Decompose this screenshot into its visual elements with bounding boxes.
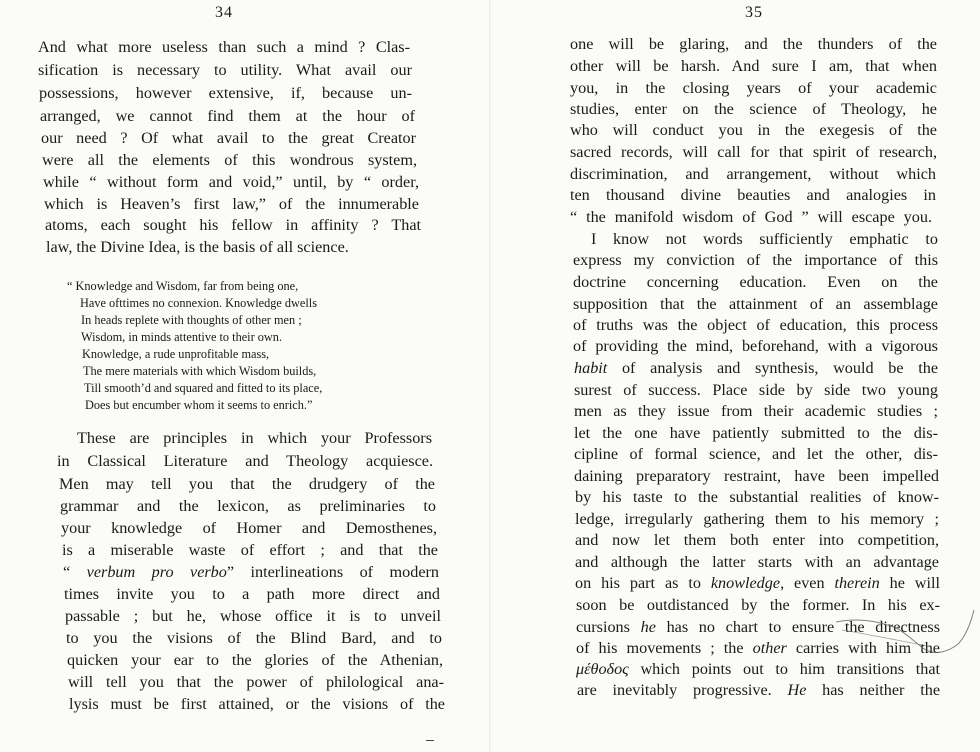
text-line: let the one have patiently submitted to the dis- bbox=[574, 424, 938, 442]
text-line: surest of success. Place side by side two young bbox=[574, 381, 938, 399]
text-line: were all the elements of this wondrous system, bbox=[42, 151, 417, 169]
text-line: “ the manifold wisdom of God ” will escape you. bbox=[570, 208, 932, 226]
greek-word: μέθοδος bbox=[576, 660, 629, 678]
text-line: grammar and the lexicon, as preliminaries to bbox=[60, 497, 436, 515]
text-line: and although the latter starts with an advantage bbox=[575, 553, 939, 571]
text-line bbox=[577, 680, 940, 700]
text-span: on his part as to bbox=[575, 574, 711, 592]
verse-line: Till smooth’d and squared and fitted to its place, bbox=[84, 381, 323, 395]
text-line: express my conviction of the importance of this bbox=[573, 251, 938, 269]
text-line: ledge, irregularly gathering them to his memory ; bbox=[575, 510, 939, 528]
text-line: sification is necessary to utility. What avail our bbox=[38, 61, 412, 79]
text-line: will tell you that the power of philological ana- bbox=[68, 673, 444, 691]
text-line: to you the visions of the Blind Bard, and to bbox=[66, 629, 442, 647]
text-line: soon be outdistanced by the former. In his ex- bbox=[576, 596, 940, 614]
text-span: he will bbox=[879, 574, 940, 592]
quote-mark: “ bbox=[63, 563, 87, 581]
text-line: discrimination, and arrangement, without which bbox=[570, 165, 936, 183]
text-line: times invite you to a path more direct and bbox=[64, 585, 440, 603]
text-line: studies, enter on the science of Theology, he bbox=[570, 100, 937, 118]
text-span: of analysis and synthesis, would be the bbox=[607, 359, 938, 377]
text-span: carries with him the bbox=[786, 639, 940, 657]
emphasis-other: other bbox=[752, 639, 787, 657]
text-line: arranged, we cannot find them at the hour of bbox=[40, 107, 415, 125]
text-line: our need ? Of what avail to the great Creator bbox=[41, 129, 416, 147]
text-line: ten thousand divine beauties and analogies in bbox=[570, 186, 936, 204]
text-line bbox=[574, 358, 938, 378]
text-line: supposition that the attainment of an assemblage bbox=[573, 295, 938, 313]
verse-line: The mere materials with which Wisdom builds, bbox=[83, 364, 317, 378]
text-line: passable ; but he, whose office it is to unveil bbox=[65, 607, 441, 625]
text-line: law, the Divine Idea, is the basis of all science. bbox=[46, 238, 349, 256]
text-line: by his taste to the substantial realities of know- bbox=[575, 488, 939, 506]
text-line: lysis must be first attained, or the visions of the bbox=[69, 695, 445, 713]
text-line: sacred records, will call for that spirit of research, bbox=[570, 143, 937, 161]
text-line: atoms, each sought his fellow in affinity ? That bbox=[45, 216, 421, 234]
pencil-annotation bbox=[836, 600, 976, 662]
text-span: which points out to him transitions that bbox=[628, 660, 940, 678]
text-span: are inevitably progressive. bbox=[577, 681, 788, 699]
text-span: of his movements ; the bbox=[576, 639, 753, 657]
text-line: daining preparatory restraint, have been impelled bbox=[574, 467, 939, 485]
text-line: These are principles in which your Professors bbox=[77, 429, 432, 447]
latin-phrase: verbum pro verbo bbox=[86, 563, 227, 581]
text-span: has neither the bbox=[806, 681, 940, 699]
page-number-right: 35 bbox=[745, 4, 763, 21]
text-line bbox=[575, 573, 940, 593]
text-line: your knowledge of Homer and Demosthenes, bbox=[61, 519, 437, 537]
text-line: other will be harsh. And sure I am, that when bbox=[570, 57, 937, 75]
text-line: possessions, however extensive, if, because un- bbox=[39, 84, 412, 102]
text-span: cursions bbox=[576, 618, 641, 636]
emphasis-habit: habit bbox=[574, 359, 608, 377]
text-line: of providing the mind, beforehand, with a vigorous bbox=[573, 337, 938, 355]
text-line: men as they issue from their academic studies ; bbox=[574, 402, 938, 420]
text-line: Men may tell you that the drudgery of the bbox=[59, 475, 435, 493]
text-line: which is Heaven’s first law,” of the innumerable bbox=[44, 195, 419, 213]
verse-line: In heads replete with thoughts of other men ; bbox=[81, 313, 302, 327]
verse-line: Wisdom, in minds attentive to their own. bbox=[81, 330, 283, 344]
emphasis-he: he bbox=[640, 618, 656, 636]
text-line: And what more useless than such a mind ? Clas- bbox=[38, 38, 410, 56]
text-span: ” interlineations of modern bbox=[226, 563, 439, 581]
text-line: while “ without form and void,” until, by “ order, bbox=[43, 173, 419, 191]
text-line: quicken your ear to the glories of the Athenian, bbox=[67, 651, 443, 669]
text-line: who will conduct you in the exegesis of the bbox=[570, 121, 937, 139]
text-line bbox=[63, 562, 439, 582]
verse-line: “ Knowledge and Wisdom, far from being one, bbox=[67, 279, 299, 293]
verse-line: Does but encumber whom it seems to enrich.” bbox=[85, 398, 313, 412]
text-line bbox=[576, 659, 940, 679]
text-line: in Classical Literature and Theology acquiesce. bbox=[57, 452, 433, 470]
text-span: , even bbox=[780, 574, 835, 592]
emphasis-therein: therein bbox=[834, 574, 880, 592]
emphasis-he: He bbox=[787, 681, 807, 699]
verse-line: Have ofttimes no connexion. Knowledge dwells bbox=[80, 296, 318, 310]
printer-mark bbox=[426, 740, 434, 741]
page-number-left: 34 bbox=[215, 4, 233, 21]
text-line: is a miserable waste of effort ; and that the bbox=[62, 541, 438, 559]
text-line: doctrine concerning education. Even on the bbox=[573, 273, 938, 291]
text-line: of truths was the object of education, this process bbox=[573, 316, 938, 334]
text-line: one will be glaring, and the thunders of the bbox=[570, 35, 937, 53]
text-line: and now let them both enter into competition, bbox=[575, 531, 939, 549]
text-span: has no chart to ensure the directness bbox=[655, 618, 940, 636]
text-line: cipline of formal science, and let the other, dis- bbox=[574, 445, 938, 463]
text-line: I know not words sufficiently emphatic to bbox=[591, 230, 938, 248]
text-line: you, in the closing years of your academic bbox=[570, 79, 937, 97]
emphasis-knowledge: knowledge bbox=[710, 574, 781, 592]
verse-line: Knowledge, a rude unprofitable mass, bbox=[82, 347, 270, 361]
